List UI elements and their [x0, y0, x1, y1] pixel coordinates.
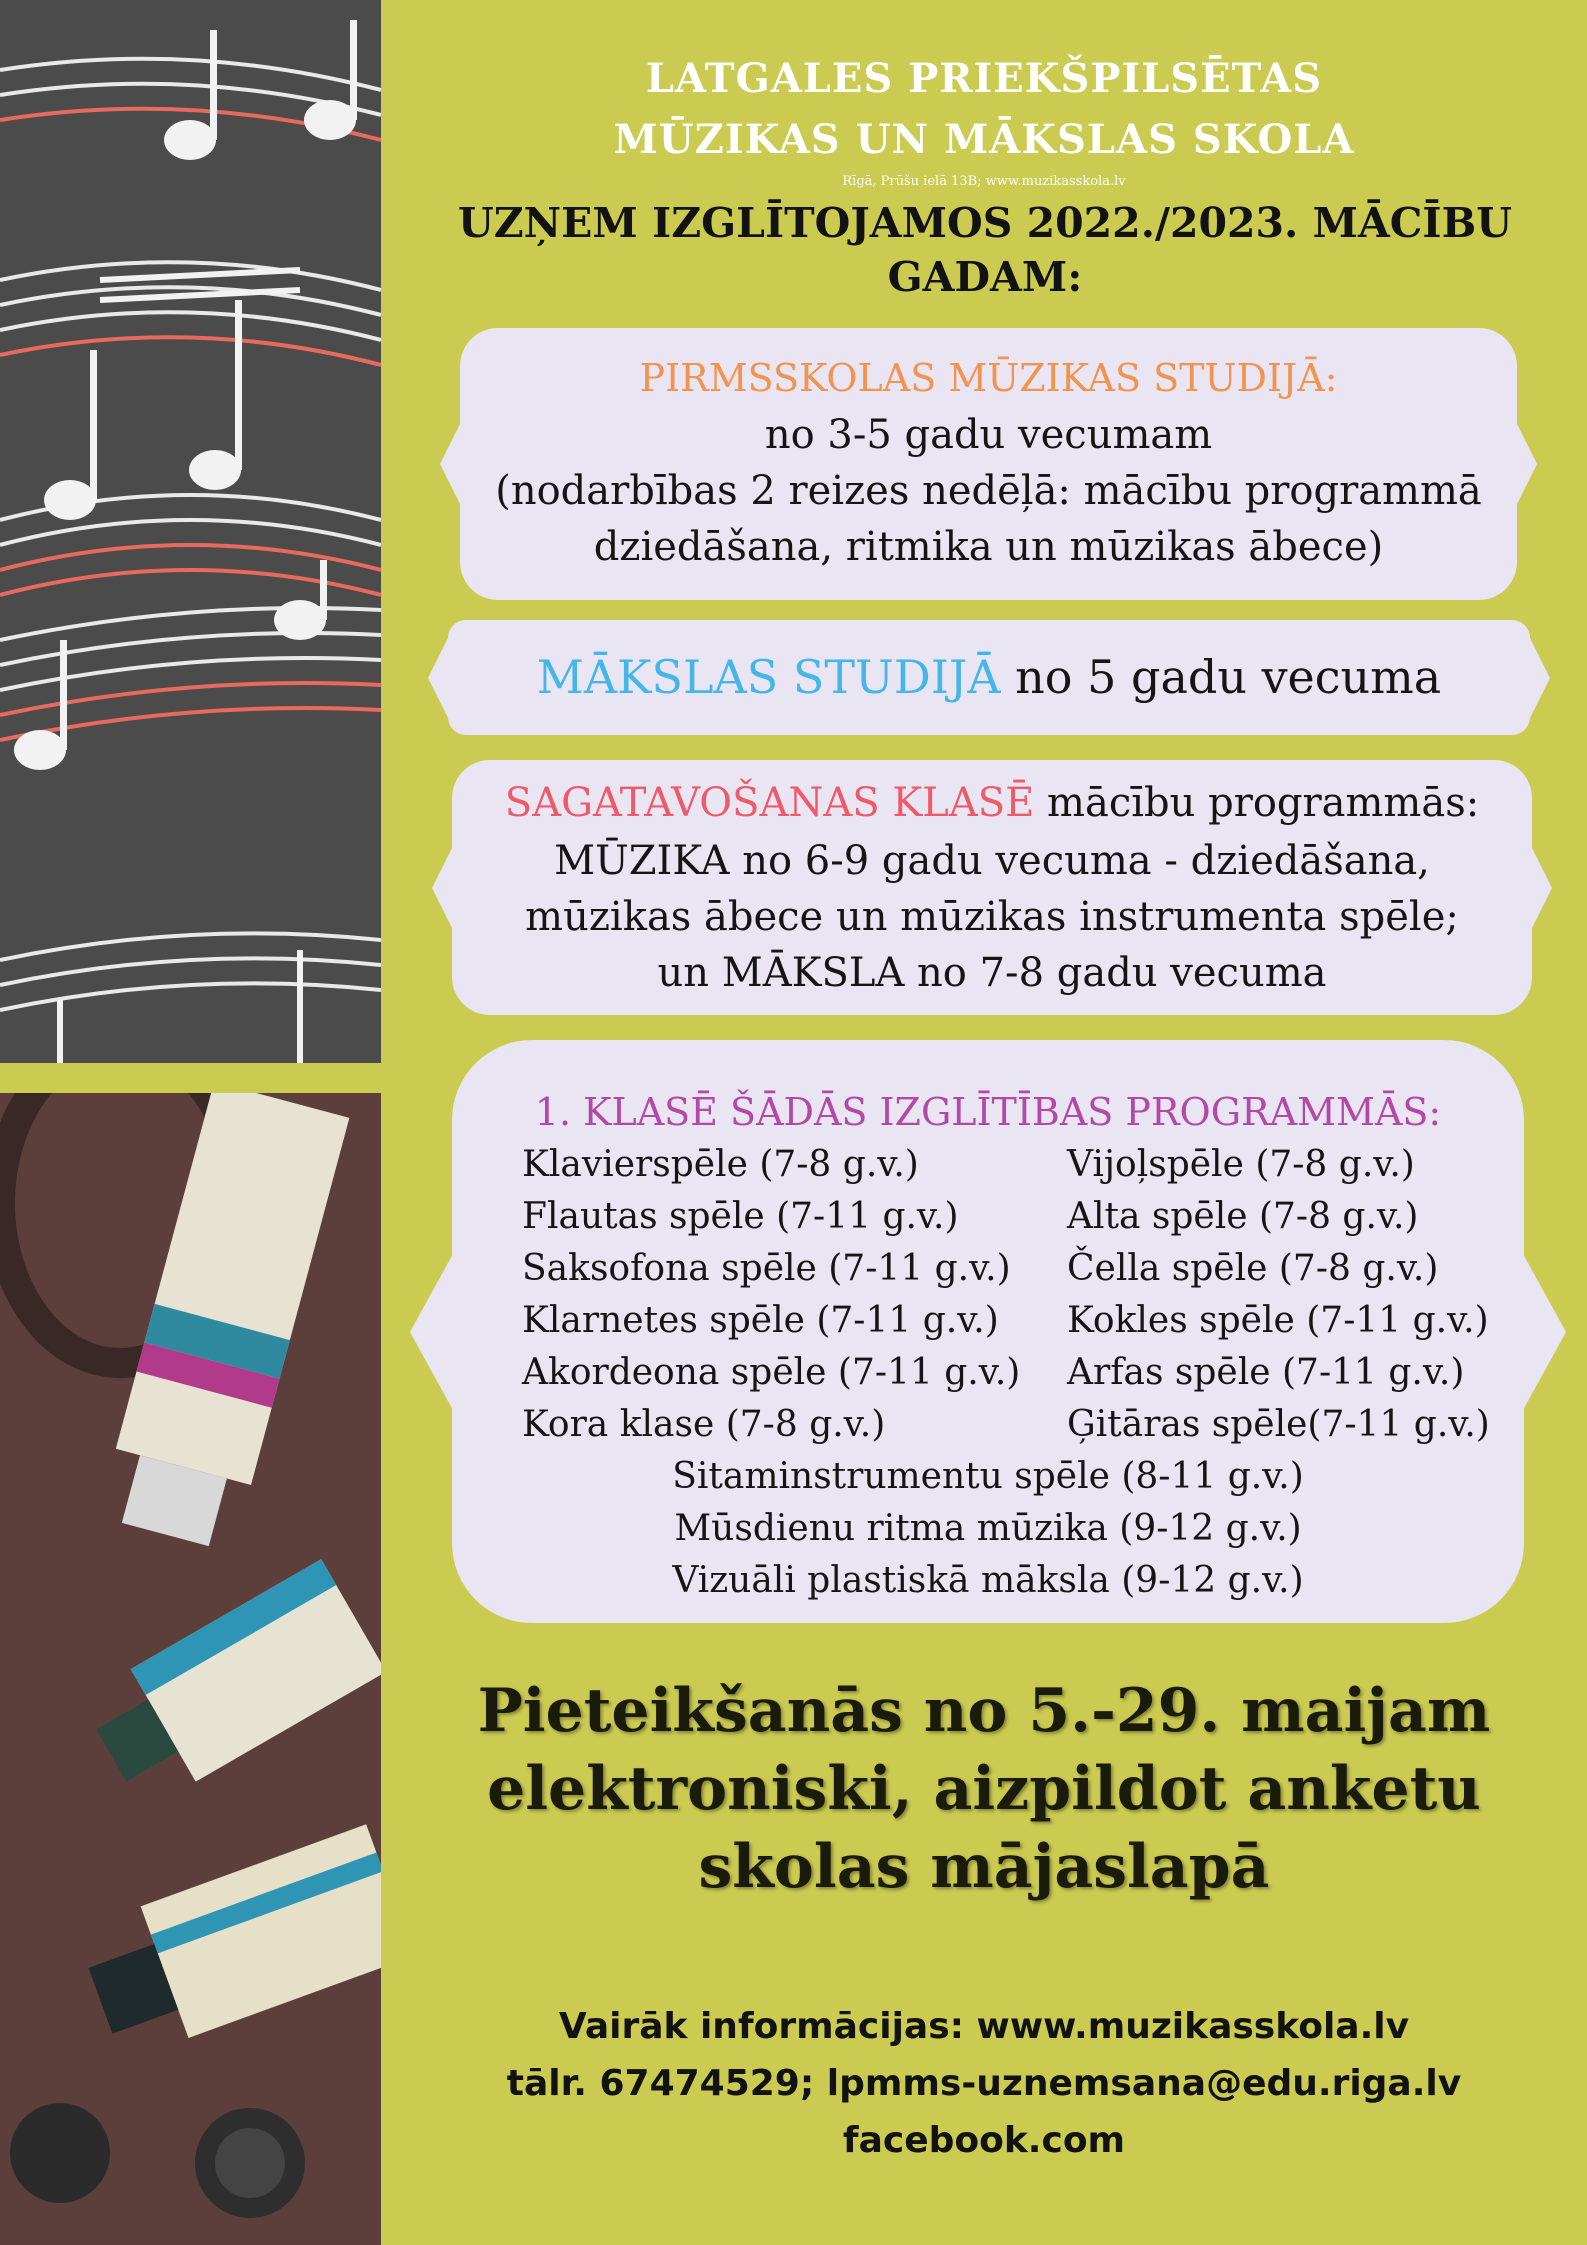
application-line1: Pieteikšanās no 5.-29. maijam: [477, 1676, 1491, 1746]
application-notice: [381, 1672, 1587, 1906]
preschool-heading: PIRMSSKOLAS MŪZIKAS STUDIJĀ:: [639, 356, 1338, 400]
program-item: Mūsdienu ritma mūzika (9-12 g.v.): [674, 1508, 1302, 1549]
prep-class-line1: [452, 780, 1532, 826]
art-studio-card: [448, 620, 1530, 735]
preschool-line3: dziedāšana, ritmika un mūzikas ābece): [593, 524, 1384, 570]
prep-class-line2: MŪZIKA no 6-9 gadu vecuma - dziedāšana,: [554, 838, 1430, 884]
art-studio-line: [448, 650, 1530, 704]
paint-tubes-photo: [0, 1093, 381, 2245]
school-name-line2: MŪZIKAS UN MĀKSLAS SKOLA: [613, 116, 1355, 163]
contact-facebook: facebook.com: [842, 2120, 1126, 2161]
headline-line2: GADAM:: [887, 253, 1083, 301]
admission-headline: [420, 196, 1550, 304]
program-item: Klavierspēle (7-8 g.v.): [522, 1144, 919, 1185]
preschool-line1: no 3-5 gadu vecumam: [764, 412, 1213, 458]
program-item: Sitaminstrumentu spēle (8-11 g.v.): [672, 1456, 1304, 1497]
prep-class-card: [452, 760, 1532, 1015]
prep-class-line1-rest: mācību programmās:: [1034, 780, 1480, 826]
prep-class-heading: SAGATAVOŠANAS KLASĒ: [504, 780, 1035, 826]
program-item: Flautas spēle (7-11 g.v.): [522, 1196, 959, 1237]
program-item: Vizuāli plastiskā māksla (9-12 g.v.): [672, 1560, 1304, 1601]
headline-line1: UZŅEM IZGLĪTOJAMOS 2022./2023. MĀCĪBU: [457, 199, 1513, 247]
program-item: Klarnetes spēle (7-11 g.v.): [522, 1300, 999, 1341]
sheet-music-photo: [0, 0, 381, 1063]
program-item: Alta spēle (7-8 g.v.): [1067, 1196, 1419, 1237]
prep-class-line4: un MĀKSLA no 7-8 gadu vecuma: [657, 950, 1327, 996]
preschool-card: [460, 328, 1517, 600]
application-line3: skolas mājaslapā: [698, 1832, 1270, 1902]
first-class-card: [452, 1040, 1524, 1623]
strip-divider: [0, 1063, 381, 1093]
first-class-heading: 1. KLASĒ ŠĀDĀS IZGLĪTĪBAS PROGRAMMĀS:: [534, 1090, 1442, 1134]
art-studio-text: no 5 gadu vecuma: [1000, 650, 1442, 704]
school-name-line1: LATGALES PRIEKŠPILSĒTAS: [645, 55, 1323, 102]
program-item: Akordeona spēle (7-11 g.v.): [522, 1352, 1021, 1393]
program-item: Arfas spēle (7-11 g.v.): [1067, 1352, 1465, 1393]
contact-website: Vairāk informācijas: www.muzikasskola.lv: [558, 2006, 1410, 2047]
program-item: Kora klase (7-8 g.v.): [522, 1404, 886, 1445]
application-line2: elektroniski, aizpildot anketu: [487, 1754, 1481, 1824]
prep-class-line3: mūzikas ābece un mūzikas instrumenta spēle;: [525, 894, 1459, 940]
art-studio-heading: MĀKSLAS STUDIJĀ: [536, 650, 1001, 704]
program-item: Saksofona spēle (7-11 g.v.): [522, 1248, 1011, 1289]
program-item: Vijoļspēle (7-8 g.v.): [1067, 1144, 1415, 1185]
contact-phone-email: tālr. 67474529; lpmms-uznemsana@edu.riga.lv: [506, 2063, 1462, 2104]
school-address: Rīgā, Prūšu ielā 13B; www.muzikasskola.lv: [842, 174, 1126, 189]
program-item: Čella spēle (7-8 g.v.): [1067, 1248, 1439, 1289]
preschool-line2: (nodarbības 2 reizes nedēļā: mācību programmā: [495, 468, 1482, 514]
program-item: Ģitāras spēle(7-11 g.v.): [1067, 1404, 1490, 1445]
program-item: Kokles spēle (7-11 g.v.): [1067, 1300, 1489, 1341]
